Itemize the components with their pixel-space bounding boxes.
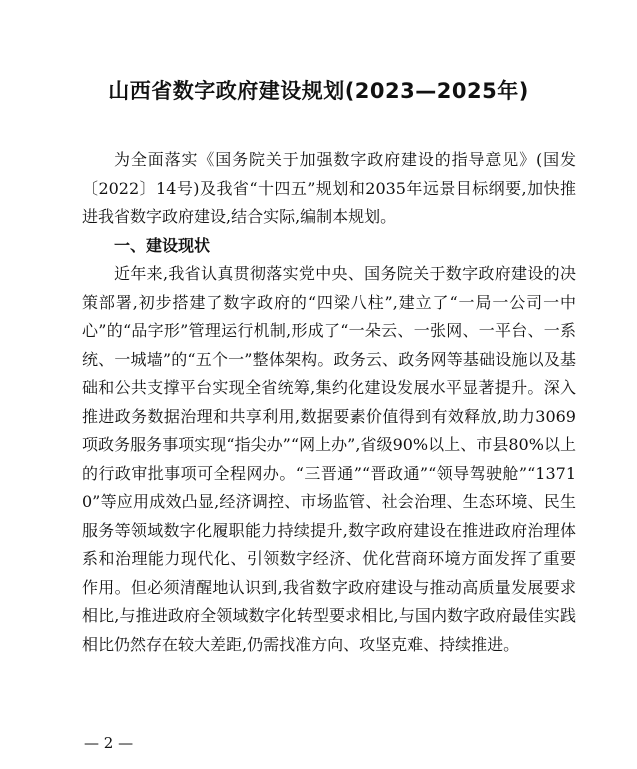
intro-paragraph: 为全面落实《国务院关于加强数字政府建设的指导意见》(国发〔2022〕14号)及我省“十四五”规划和2035年远景目标纲要,加快推进我省数字政府建设,结合实际,编制本规划。 [82, 150, 576, 226]
section-heading: 一、建设现状 [114, 235, 211, 255]
document-title: 山西省数字政府建设规划(2023—2025年) [108, 79, 529, 103]
section-paragraph: 近年来,我省认真贯彻落实党中央、国务院关于数字政府建设的决策部署,初步搭建了数字政府的“四梁八柱”,建立了“一局一公司一中心”的“品字形”管理运行机制,形成了“一朵云、一张网、一平台、一系统、一城墙”的“五个一”整体架构。政务云、政务网等基础设施以及基础和公共支撑平台实现全省统筹,集约化建设发展水平显著提升。深入推进政务数据治理和共享利用,数据要素价值得到有效释放,助力3069项政务服务事项实现“指尖办”“网上办”,省级90%以上、市县80%以上的行政审批事项可全程网办。“三晋通”“晋政通”“领导驾驶舱”“13710”等应用成效凸显,经济调控、市场监管、社会治理、生态环境、民生服务等领域数字化履职能力持续提升,数字政府建设在推进政府治理体系和治理能力现代化、引领数字经济、优化营商环境方面发挥了重要作用。但必须清醒地认识到,我省数字政府建设与推动高质量发展要求相比,与推进政府全领域数字化转型要求相比,与国内数字政府最佳实践相比仍然存在较大差距,仍需找准方向、攻坚克难、持续推进。 [82, 264, 576, 654]
document-body [82, 146, 576, 659]
page-number: — 2 — [84, 734, 134, 752]
